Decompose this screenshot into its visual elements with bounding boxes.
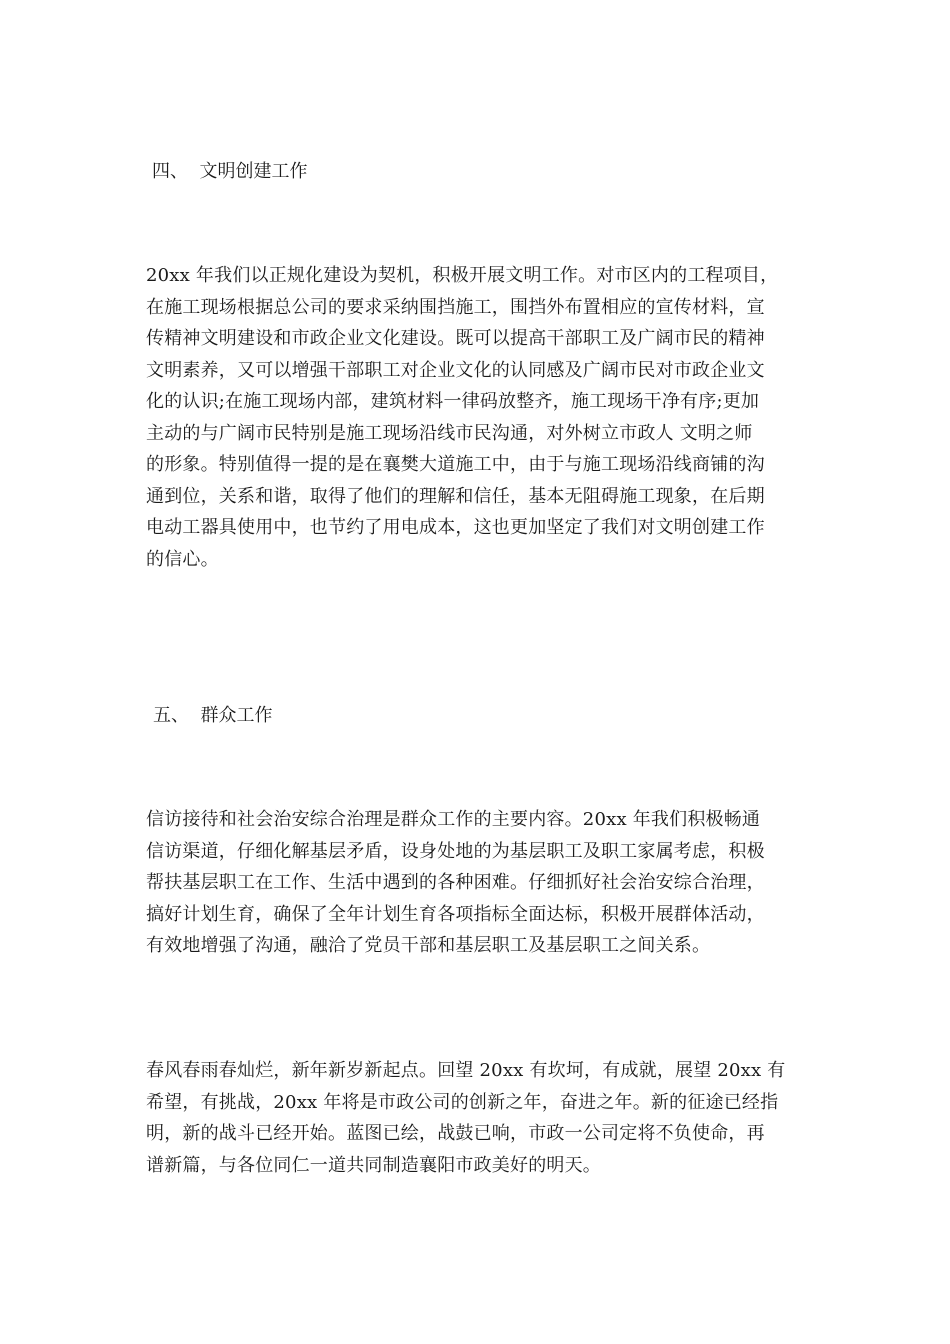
paragraph-line: 20xx 年我们以正规化建设为契机，积极开展文明工作。对市区内的工程项目， xyxy=(146,265,779,286)
paragraph-line: 文明素养，又可以增强干部职工对企业文化的认同感及广阔市民对市政企业文 xyxy=(146,359,765,381)
paragraph-line: 电动工器具使用中，也节约了用电成本，这也更加坚定了我们对文明创建工作 xyxy=(146,517,765,538)
paragraph-line: 主动的与广阔市民特别是施工现场沿线市民沟通，对外树立市政人 文明之师 xyxy=(146,422,753,444)
paragraph-line: 的信心。 xyxy=(146,548,219,570)
paragraph-closing xyxy=(146,1055,806,1181)
paragraph-line: 谱新篇，与各位同仁一道共同制造襄阳市政美好的明天。 xyxy=(146,1154,601,1176)
paragraph-line: 春风春雨春灿烂，新年新岁新起点。回望 20xx 有坎坷，有成就，展望 20xx 有 xyxy=(146,1060,786,1081)
section-heading-civilization: 四、 文明创建工作 xyxy=(152,161,308,182)
paragraph-line: 的形象。特别值得一提的是在襄樊大道施工中，由于与施工现场沿线商铺的沟 xyxy=(146,454,765,475)
paragraph-line: 在施工现场根据总公司的要求采纳围挡施工，围挡外布置相应的宣传材料，宣 xyxy=(146,296,765,318)
section-heading-masses: 五、 群众工作 xyxy=(153,705,273,726)
paragraph-line: 希望，有挑战，20xx 年将是市政公司的创新之年，奋进之年。新的征途已经指 xyxy=(146,1091,779,1113)
paragraph-line: 明，新的战斗已经开始。蓝图已绘，战鼓已响，市政一公司定将不负使命，再 xyxy=(146,1123,765,1144)
paragraph-line: 有效地增强了沟通，融洽了党员干部和基层职工及基层职工之间关系。 xyxy=(146,935,711,956)
paragraph-line: 信访渠道，仔细化解基层矛盾，设身处地的为基层职工及职工家属考虑，积极 xyxy=(146,840,765,862)
paragraph-civilization xyxy=(146,260,806,575)
paragraph-line: 帮扶基层职工在工作、生活中遇到的各种困难。仔细抓好社会治安综合治理， xyxy=(146,872,765,893)
paragraph-line: 传精神文明建设和市政企业文化建设。既可以提高干部职工及广阔市民的精神 xyxy=(146,328,765,349)
paragraph-line: 搞好计划生育，确保了全年计划生育各项指标全面达标，积极开展群体活动， xyxy=(146,903,765,925)
paragraph-masses xyxy=(146,804,806,962)
paragraph-line: 化的认识;在施工现场内部，建筑材料一律码放整齐，施工现场干净有序;更加 xyxy=(146,391,760,412)
paragraph-line: 信访接待和社会治安综合治理是群众工作的主要内容。20xx 年我们积极畅通 xyxy=(146,809,761,830)
paragraph-line: 通到位，关系和谐，取得了他们的理解和信任，基本无阻碍施工现象，在后期 xyxy=(146,485,765,507)
